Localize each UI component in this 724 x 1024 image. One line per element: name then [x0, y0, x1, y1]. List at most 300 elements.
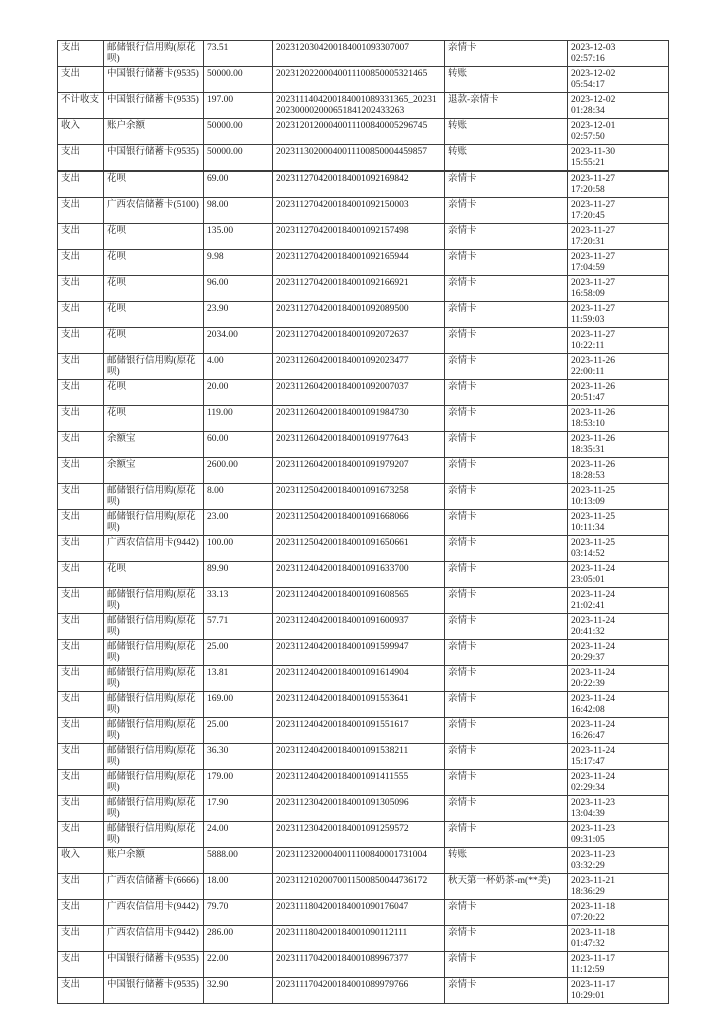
flow-type-label: 收入 [61, 850, 81, 860]
transaction-id: 2023112704200184001092089500 [276, 304, 409, 314]
cell-flow-type [58, 406, 104, 432]
time-text: 05:54:17 [571, 79, 605, 90]
transaction-row [58, 432, 669, 458]
amount-value: 69.00 [207, 174, 229, 184]
account-name: 中国银行储蓄卡(9535) [107, 147, 199, 157]
amount-value: 89.90 [207, 564, 229, 574]
time-text: 02:57:16 [571, 53, 605, 64]
transaction-row [58, 666, 669, 692]
cell-amount [204, 302, 273, 328]
transaction-row [58, 848, 669, 874]
transaction-row [58, 484, 669, 510]
cell-datetime [568, 406, 669, 432]
note-text: 亲情卡 [448, 954, 477, 964]
cell-amount [204, 145, 273, 171]
account-name: 邮储银行信用购(原花呗) [107, 694, 196, 715]
cell-datetime [568, 874, 669, 900]
amount-value: 2034.00 [207, 330, 238, 340]
cell-flow-type [58, 458, 104, 484]
note-text: 亲情卡 [448, 512, 477, 522]
flow-type-label: 支出 [61, 720, 81, 730]
cell-transaction-id [273, 770, 445, 796]
transaction-row [58, 692, 669, 718]
transaction-id: 2023112704200184001092157498 [276, 226, 409, 236]
transaction-id: 2023112404200184001091553641 [276, 694, 409, 704]
cell-flow-type [58, 562, 104, 588]
cell-transaction-id [273, 328, 445, 354]
cell-transaction-id [273, 640, 445, 666]
amount-value: 2600.00 [207, 460, 238, 470]
flow-type-label: 支出 [61, 460, 81, 470]
cell-account [104, 822, 204, 848]
transaction-row [58, 406, 669, 432]
cell-account [104, 562, 204, 588]
note-text: 亲情卡 [448, 330, 477, 340]
cell-datetime [568, 926, 669, 952]
date-text: 2023-11-17 [571, 954, 615, 964]
transaction-id: 20231130200040011100850004459857 [276, 147, 427, 157]
time-text: 17:20:45 [571, 210, 605, 221]
amount-value: 100.00 [207, 538, 234, 548]
note-text: 亲情卡 [448, 564, 477, 574]
time-text: 22:00:11 [571, 366, 605, 377]
cell-datetime [568, 67, 669, 93]
transaction-row [58, 250, 669, 276]
flow-type-label: 支出 [61, 980, 81, 990]
cell-datetime [568, 328, 669, 354]
cell-transaction-id [273, 588, 445, 614]
time-text: 10:22:11 [571, 340, 605, 351]
account-name: 花呗 [107, 382, 127, 392]
transaction-id: 2023112604200184001091984730 [276, 408, 409, 418]
account-name: 广西农信信用卡(9442) [107, 538, 199, 548]
account-name: 中国银行储蓄卡(9535) [107, 95, 199, 105]
note-text: 亲情卡 [448, 356, 477, 366]
cell-amount [204, 926, 273, 952]
cell-flow-type [58, 900, 104, 926]
flow-type-label: 支出 [61, 538, 81, 548]
cell-account [104, 41, 204, 67]
transaction-row [58, 302, 669, 328]
cell-datetime [568, 484, 669, 510]
cell-note [445, 119, 568, 145]
note-text: 转账 [448, 121, 468, 131]
amount-value: 50000.00 [207, 121, 243, 131]
cell-account [104, 198, 204, 224]
transaction-row [58, 978, 669, 1004]
cell-amount [204, 718, 273, 744]
transactions-table-main [57, 171, 669, 1004]
cell-transaction-id [273, 978, 445, 1004]
transaction-id: 2023112504200184001091668066 [276, 512, 409, 522]
amount-value: 23.90 [207, 304, 229, 314]
time-text: 11:12:59 [571, 964, 605, 975]
cell-account [104, 926, 204, 952]
cell-amount [204, 432, 273, 458]
note-text: 亲情卡 [448, 278, 477, 288]
account-name: 花呗 [107, 278, 127, 288]
time-text: 10:13:09 [571, 496, 605, 507]
transaction-row [58, 822, 669, 848]
cell-account [104, 250, 204, 276]
cell-flow-type [58, 67, 104, 93]
cell-note [445, 276, 568, 302]
cell-account [104, 900, 204, 926]
cell-amount [204, 119, 273, 145]
transaction-id: 2023112404200184001091600937 [276, 616, 409, 626]
cell-datetime [568, 744, 669, 770]
flow-type-label: 支出 [61, 902, 81, 912]
note-text: 亲情卡 [448, 43, 477, 53]
date-text: 2023-12-02 [571, 69, 616, 79]
cell-transaction-id [273, 119, 445, 145]
flow-type-label: 支出 [61, 616, 81, 626]
cell-flow-type [58, 432, 104, 458]
note-text: 亲情卡 [448, 668, 477, 678]
note-text: 亲情卡 [448, 486, 477, 496]
time-text: 10:29:01 [571, 990, 605, 1001]
transaction-id: 2023112404200184001091551617 [276, 720, 409, 730]
account-name: 邮储银行信用购(原花呗) [107, 616, 196, 637]
cell-transaction-id [273, 614, 445, 640]
transaction-row [58, 41, 669, 67]
note-text: 亲情卡 [448, 902, 477, 912]
cell-transaction-id [273, 744, 445, 770]
flow-type-label: 支出 [61, 486, 81, 496]
flow-type-label: 支出 [61, 642, 81, 652]
cell-account [104, 666, 204, 692]
account-name: 中国银行储蓄卡(9535) [107, 980, 199, 990]
flow-type-label: 支出 [61, 798, 81, 808]
time-text: 17:04:59 [571, 262, 605, 273]
cell-datetime [568, 640, 669, 666]
cell-note [445, 250, 568, 276]
cell-amount [204, 874, 273, 900]
flow-type-label: 支出 [61, 252, 81, 262]
transaction-row [58, 93, 669, 119]
cell-transaction-id [273, 302, 445, 328]
cell-transaction-id [273, 406, 445, 432]
cell-amount [204, 952, 273, 978]
note-text: 亲情卡 [448, 642, 477, 652]
note-text: 亲情卡 [448, 772, 477, 782]
amount-value: 73.51 [207, 43, 229, 53]
amount-value: 13.81 [207, 668, 229, 678]
cell-transaction-id [273, 198, 445, 224]
transaction-id: 2023111704200184001089967377 [276, 954, 409, 964]
date-text: 2023-12-01 [571, 121, 616, 131]
cell-transaction-id [273, 458, 445, 484]
date-text: 2023-11-27 [571, 226, 615, 236]
transaction-row [58, 588, 669, 614]
date-text: 2023-11-24 [571, 694, 615, 704]
amount-value: 22.00 [207, 954, 229, 964]
cell-note [445, 536, 568, 562]
time-text: 15:17:47 [571, 756, 605, 767]
flow-type-label: 支出 [61, 876, 81, 886]
amount-value: 98.00 [207, 200, 229, 210]
transaction-id: 2023112704200184001092166921 [276, 278, 409, 288]
date-text: 2023-11-27 [571, 278, 615, 288]
cell-amount [204, 224, 273, 250]
transaction-id: 2023111804200184001090176047 [276, 902, 409, 912]
cell-datetime [568, 458, 669, 484]
cell-note [445, 67, 568, 93]
account-name: 邮储银行信用购(原花呗) [107, 43, 196, 64]
flow-type-label: 支出 [61, 278, 81, 288]
cell-note [445, 926, 568, 952]
time-text: 17:20:58 [571, 184, 605, 195]
transaction-row [58, 536, 669, 562]
transaction-row [58, 614, 669, 640]
transaction-row [58, 562, 669, 588]
cell-note [445, 796, 568, 822]
cell-flow-type [58, 250, 104, 276]
date-text: 2023-11-26 [571, 382, 615, 392]
cell-amount [204, 380, 273, 406]
cell-account [104, 718, 204, 744]
cell-account [104, 536, 204, 562]
cell-datetime [568, 93, 669, 119]
cell-amount [204, 536, 273, 562]
cell-amount [204, 588, 273, 614]
account-name: 广西农信信用卡(9442) [107, 928, 199, 938]
cell-amount [204, 510, 273, 536]
account-name: 花呗 [107, 252, 127, 262]
cell-note [445, 952, 568, 978]
cell-note [445, 900, 568, 926]
date-text: 2023-11-26 [571, 460, 615, 470]
cell-flow-type [58, 510, 104, 536]
cell-note [445, 198, 568, 224]
cell-amount [204, 93, 273, 119]
transaction-id: 2023112504200184001091650661 [276, 538, 409, 548]
account-name: 余额宝 [107, 434, 136, 444]
note-text: 亲情卡 [448, 434, 477, 444]
flow-type-label: 支出 [61, 668, 81, 678]
date-text: 2023-11-24 [571, 668, 615, 678]
cell-datetime [568, 302, 669, 328]
date-text: 2023-11-24 [571, 564, 615, 574]
date-text: 2023-11-26 [571, 356, 615, 366]
transaction-id: 20231202200040011100850005321465 [276, 69, 428, 79]
cell-transaction-id [273, 952, 445, 978]
transaction-id: 2023112604200184001092007037 [276, 382, 409, 392]
transaction-id: 2023112604200184001091979207 [276, 460, 409, 470]
date-text: 2023-11-27 [571, 200, 615, 210]
cell-note [445, 172, 568, 198]
cell-account [104, 484, 204, 510]
transaction-row [58, 874, 669, 900]
flow-type-label: 支出 [61, 694, 81, 704]
transaction-row [58, 900, 669, 926]
cell-amount [204, 41, 273, 67]
time-text: 01:47:32 [571, 938, 605, 949]
cell-account [104, 328, 204, 354]
cell-account [104, 432, 204, 458]
cell-transaction-id [273, 41, 445, 67]
amount-value: 17.90 [207, 798, 229, 808]
transaction-id: 2023111404200184001089331365_20231202300002000651841202433263 [276, 95, 437, 116]
cell-datetime [568, 536, 669, 562]
cell-account [104, 874, 204, 900]
transaction-row [58, 380, 669, 406]
transaction-id: 2023112404200184001091411555 [276, 772, 409, 782]
cell-transaction-id [273, 276, 445, 302]
transaction-id: 20231123200040011100840001731004 [276, 850, 427, 860]
time-text: 10:11:34 [571, 522, 605, 533]
amount-value: 286.00 [207, 928, 234, 938]
cell-account [104, 744, 204, 770]
cell-amount [204, 770, 273, 796]
transaction-id: 2023112704200184001092165944 [276, 252, 409, 262]
date-text: 2023-11-27 [571, 304, 615, 314]
cell-transaction-id [273, 666, 445, 692]
flow-type-label: 支出 [61, 69, 81, 79]
transaction-id: 2023112604200184001091977643 [276, 434, 409, 444]
transaction-id: 2023112604200184001092023477 [276, 356, 409, 366]
cell-datetime [568, 614, 669, 640]
cell-note [445, 744, 568, 770]
cell-amount [204, 328, 273, 354]
transaction-id: 2023112404200184001091538211 [276, 746, 409, 756]
cell-amount [204, 198, 273, 224]
cell-transaction-id [273, 562, 445, 588]
cell-datetime [568, 145, 669, 171]
cell-note [445, 692, 568, 718]
cell-account [104, 119, 204, 145]
cell-account [104, 458, 204, 484]
cell-note [445, 588, 568, 614]
cell-flow-type [58, 380, 104, 406]
cell-note [445, 640, 568, 666]
date-text: 2023-11-24 [571, 616, 615, 626]
account-name: 余额宝 [107, 460, 136, 470]
transaction-row [58, 458, 669, 484]
cell-note [445, 848, 568, 874]
time-text: 16:42:08 [571, 704, 605, 715]
note-text: 亲情卡 [448, 304, 477, 314]
flow-type-label: 支出 [61, 954, 81, 964]
cell-account [104, 588, 204, 614]
date-text: 2023-11-21 [571, 876, 615, 886]
cell-account [104, 380, 204, 406]
cell-datetime [568, 848, 669, 874]
cell-amount [204, 692, 273, 718]
flow-type-label: 支出 [61, 824, 81, 834]
time-text: 20:29:37 [571, 652, 605, 663]
transaction-id: 2023112304200184001091305096 [276, 798, 409, 808]
account-name: 账户余额 [107, 850, 146, 860]
cell-note [445, 354, 568, 380]
date-text: 2023-11-24 [571, 642, 615, 652]
account-name: 邮储银行信用购(原花呗) [107, 746, 196, 767]
date-text: 2023-11-23 [571, 798, 615, 808]
cell-note [445, 510, 568, 536]
amount-value: 8.00 [207, 486, 224, 496]
cell-flow-type [58, 692, 104, 718]
cell-account [104, 224, 204, 250]
cell-amount [204, 354, 273, 380]
amount-value: 24.00 [207, 824, 229, 834]
account-name: 广西农信储蓄卡(5100) [107, 200, 199, 210]
cell-account [104, 848, 204, 874]
transaction-row [58, 796, 669, 822]
cell-note [445, 224, 568, 250]
amount-value: 57.71 [207, 616, 229, 626]
cell-account [104, 172, 204, 198]
cell-transaction-id [273, 380, 445, 406]
cell-transaction-id [273, 822, 445, 848]
cell-transaction-id [273, 536, 445, 562]
cell-account [104, 978, 204, 1004]
cell-amount [204, 614, 273, 640]
account-name: 邮储银行信用购(原花呗) [107, 356, 196, 377]
cell-flow-type [58, 172, 104, 198]
cell-account [104, 67, 204, 93]
cell-datetime [568, 432, 669, 458]
account-name: 邮储银行信用购(原花呗) [107, 668, 196, 689]
time-text: 16:26:47 [571, 730, 605, 741]
cell-flow-type [58, 640, 104, 666]
cell-amount [204, 458, 273, 484]
note-text: 转账 [448, 850, 468, 860]
cell-datetime [568, 41, 669, 67]
time-text: 02:57:50 [571, 131, 605, 142]
cell-amount [204, 848, 273, 874]
cell-account [104, 796, 204, 822]
cell-transaction-id [273, 484, 445, 510]
cell-account [104, 145, 204, 171]
cell-flow-type [58, 614, 104, 640]
cell-note [445, 41, 568, 67]
cell-datetime [568, 666, 669, 692]
cell-amount [204, 666, 273, 692]
transaction-id: 2023120304200184001093307007 [276, 43, 409, 53]
account-name: 邮储银行信用购(原花呗) [107, 486, 196, 507]
cell-flow-type [58, 145, 104, 171]
note-text: 亲情卡 [448, 252, 477, 262]
account-name: 广西农信信用卡(9442) [107, 902, 199, 912]
cell-datetime [568, 276, 669, 302]
flow-type-label: 收入 [61, 121, 81, 131]
note-text: 转账 [448, 69, 468, 79]
amount-value: 50000.00 [207, 69, 243, 79]
note-text: 亲情卡 [448, 174, 477, 184]
note-text: 秋天第一杯奶茶-m(**美) [448, 876, 551, 886]
account-name: 花呗 [107, 174, 127, 184]
date-text: 2023-11-24 [571, 772, 615, 782]
cell-datetime [568, 692, 669, 718]
cell-flow-type [58, 718, 104, 744]
time-text: 20:41:32 [571, 626, 605, 637]
note-text: 亲情卡 [448, 928, 477, 938]
cell-flow-type [58, 41, 104, 67]
amount-value: 9.98 [207, 252, 224, 262]
cell-amount [204, 172, 273, 198]
account-name: 花呗 [107, 330, 127, 340]
flow-type-label: 支出 [61, 434, 81, 444]
note-text: 亲情卡 [448, 824, 477, 834]
transaction-id: 2023112704200184001092169842 [276, 174, 409, 184]
flow-type-label: 支出 [61, 200, 81, 210]
time-text: 02:29:34 [571, 782, 605, 793]
date-text: 2023-11-27 [571, 174, 615, 184]
cell-datetime [568, 796, 669, 822]
time-text: 15:55:21 [571, 157, 605, 168]
cell-datetime [568, 224, 669, 250]
account-name: 邮储银行信用购(原花呗) [107, 642, 196, 663]
